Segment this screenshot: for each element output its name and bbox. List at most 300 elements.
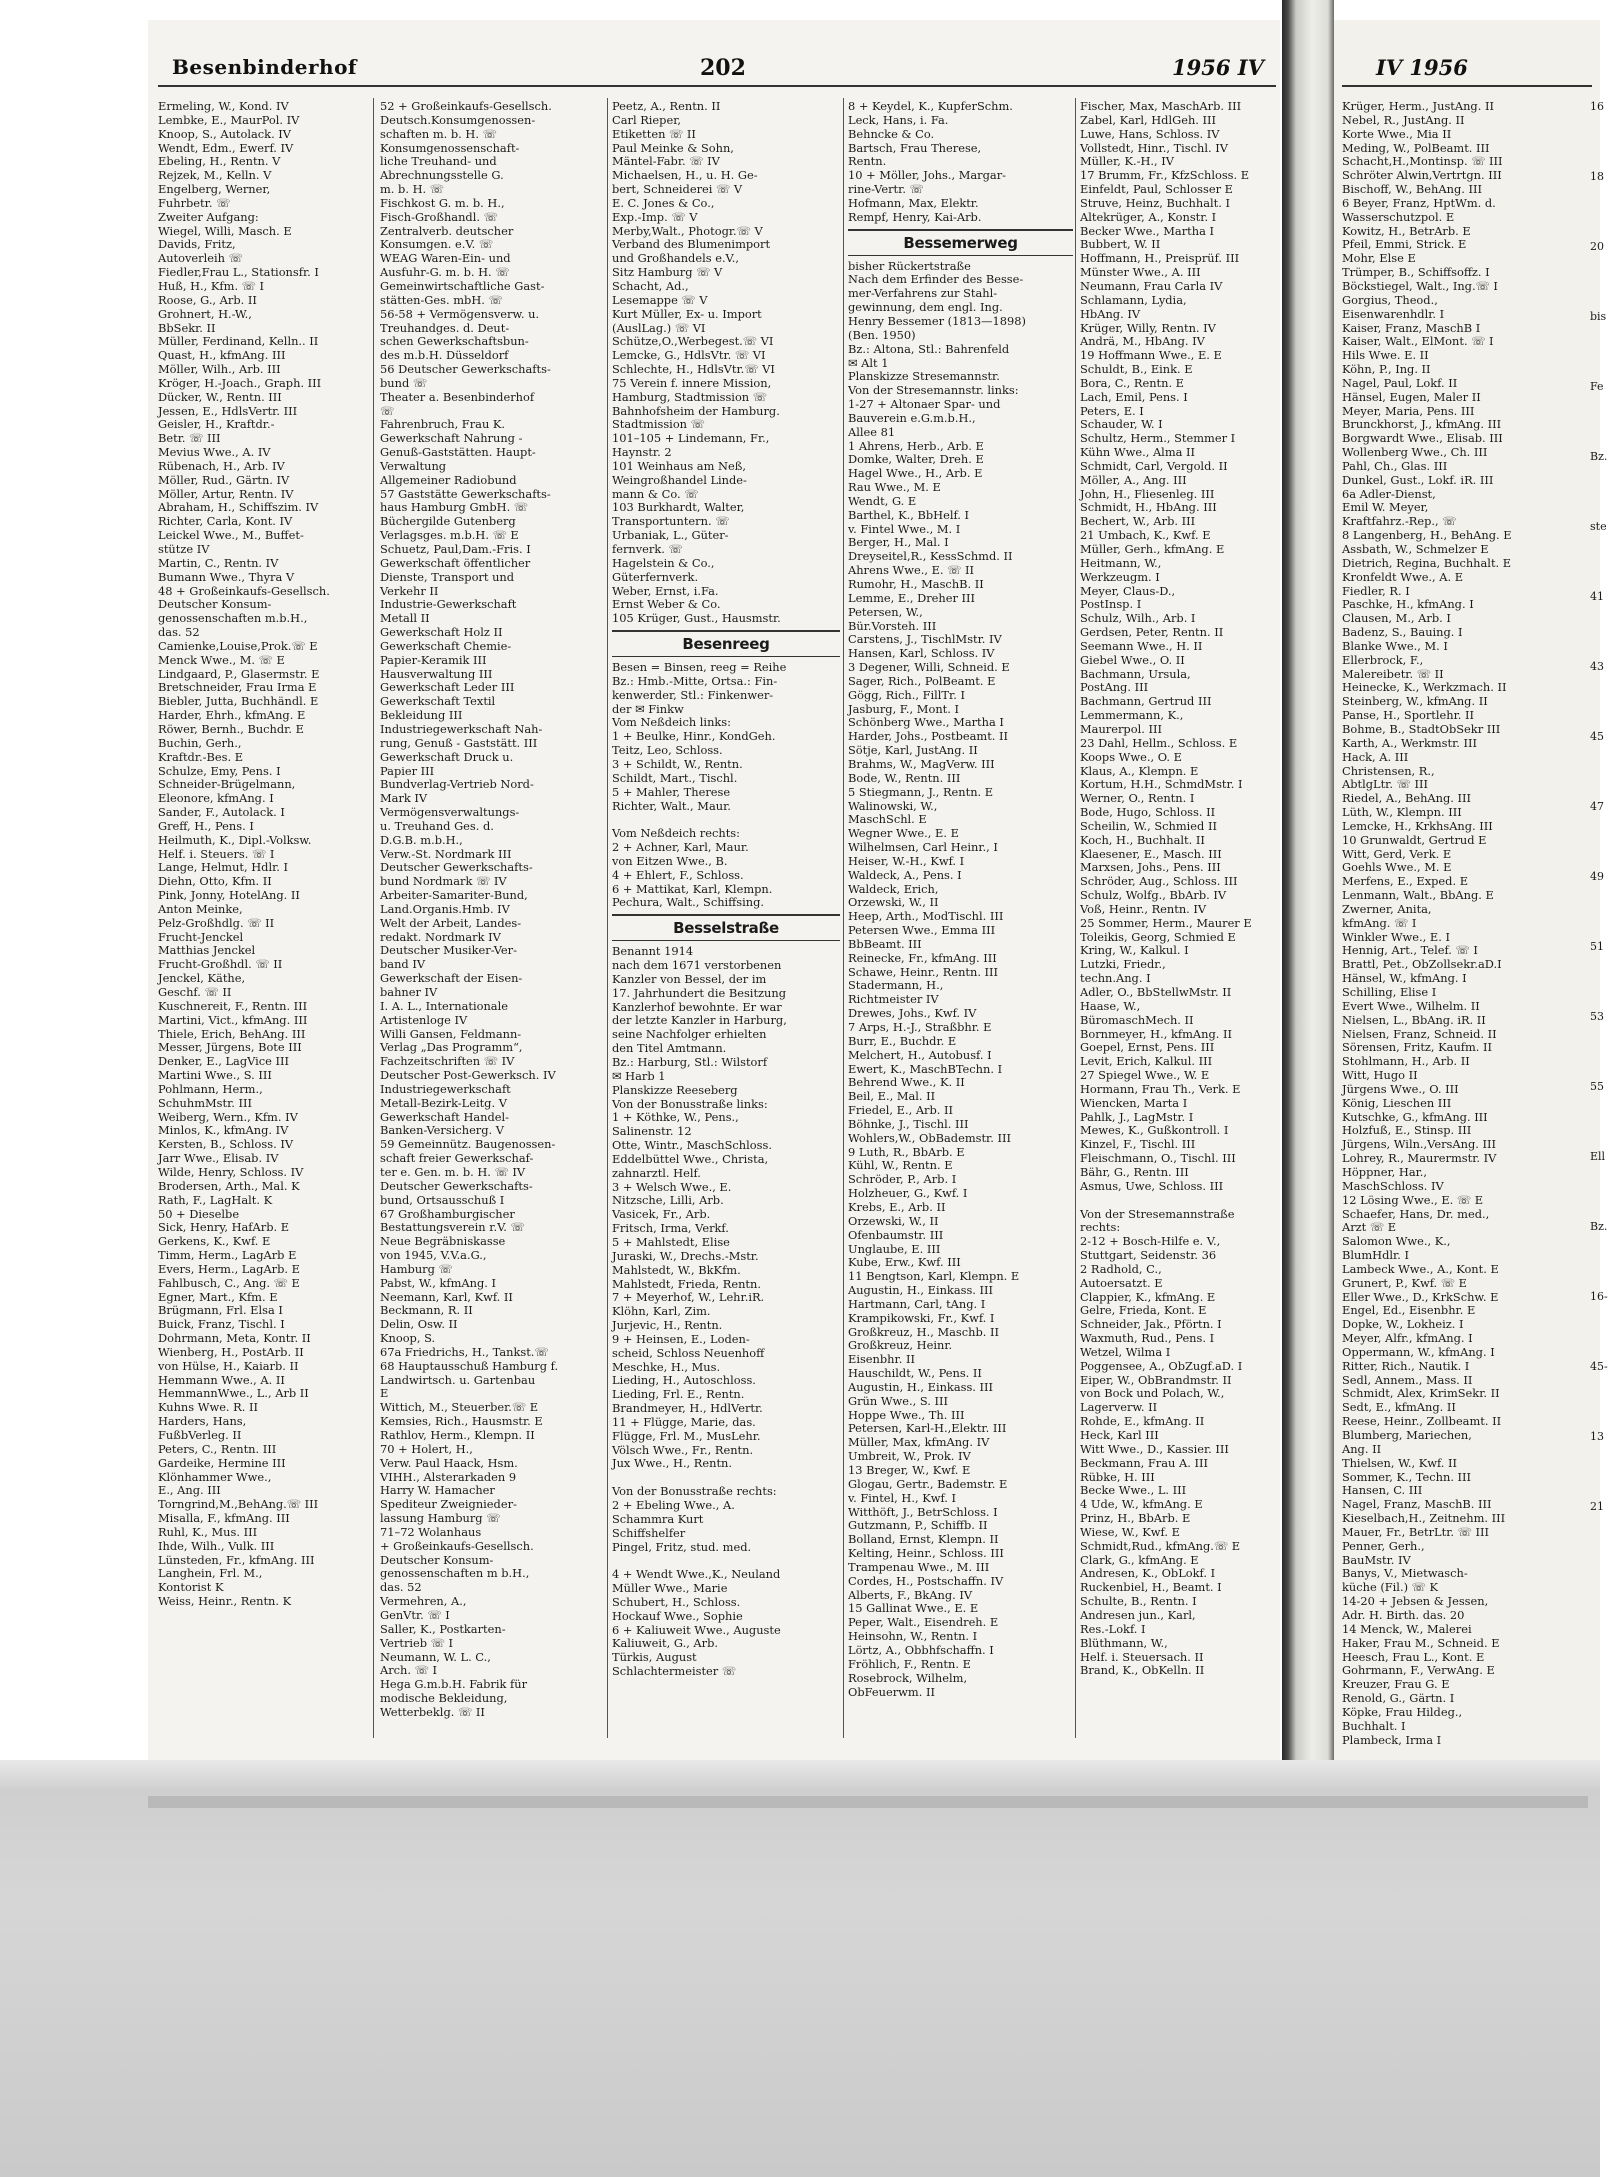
directory-entry: Andrä, M., HbAng. IV: [1080, 334, 1205, 349]
directory-entry: Sander, F., Autolack. I: [158, 805, 285, 820]
directory-entry: Kronfeldt Wwe., A. E: [1342, 569, 1464, 584]
directory-entry: Meding, W., PolBeamt. III: [1342, 140, 1490, 155]
directory-entry: Schlechte, H., HdlsVtr.☏ VI: [612, 362, 775, 377]
directory-entry: Salinenstr. 12: [612, 1124, 692, 1139]
directory-entry: SchuhmMstr. III: [158, 1095, 253, 1110]
directory-entry: Cordes, H., Postschaffn. IV: [848, 1573, 1004, 1588]
directory-entry: Rathlov, Herm., Klempn. II: [380, 1428, 535, 1442]
directory-entry: 56-58 + Vermögensverw. u.: [380, 306, 540, 321]
directory-entry: VIHH., Alsterarkaden 9: [380, 1469, 517, 1484]
directory-entry: Fuhrbetr. ☏: [158, 195, 231, 210]
directory-entry: Verlagsges. m.b.H. ☏ E: [380, 528, 519, 543]
directory-entry: Autoersatzt. E: [1080, 1275, 1163, 1290]
directory-entry: Vom Neßdeich links:: [612, 715, 731, 730]
directory-entry: Verw. Paul Haack, Hsm.: [380, 1455, 518, 1470]
directory-entry: Industrie-Gewerkschaft: [380, 597, 517, 612]
directory-entry: Bachmann, Gertrud III: [1080, 694, 1212, 709]
directory-entry: fernverk. ☏: [612, 542, 683, 556]
directory-entry: Treuhandges. d. Deut-: [380, 320, 510, 335]
directory-entry: Lieding, Frl. E., Rentn.: [612, 1387, 745, 1402]
directory-entry: Buchhalt. I: [1342, 1718, 1406, 1733]
directory-entry: Nagel, Franz, MaschB. III: [1342, 1497, 1492, 1512]
directory-entry: Schulz, Wolfg., BbArb. IV: [1080, 888, 1227, 903]
directory-entry: Benannt 1914: [612, 944, 694, 959]
directory-entry: Hansen, Karl, Schloss. IV: [848, 646, 995, 661]
directory-entry: Thielsen, W., Kwf. II: [1342, 1455, 1458, 1470]
directory-entry: Pechura, Walt., Schiffsing.: [612, 895, 765, 910]
directory-entry: D.G.B. m.b.H.,: [380, 832, 463, 847]
directory-entry: Vasicek, Fr., Arb.: [612, 1207, 711, 1222]
directory-entry: Wiese, W., Kwf. E: [1080, 1524, 1180, 1539]
directory-entry: König, Lieschen III: [1342, 1095, 1452, 1110]
directory-entry: Mauer, Fr., BetrLtr. ☏ III: [1342, 1524, 1489, 1539]
directory-entry: das. 52: [380, 1580, 422, 1595]
directory-entry: 6 Beyer, Franz, HptWm. d.: [1342, 195, 1496, 210]
directory-entry: 103 Burkhardt, Walter,: [612, 500, 745, 515]
directory-entry: Weiss, Heinr., Rentn. K: [158, 1594, 292, 1609]
directory-entry: Höppner, Har.,: [1342, 1164, 1428, 1179]
directory-entry: GenVtr. ☏ I: [380, 1607, 450, 1622]
directory-entry: mann & Co. ☏: [612, 486, 699, 501]
directory-entry: Nielsen, Franz, Schneid. II: [1342, 1026, 1497, 1041]
directory-entry: Oppermann, W., kfmAng. I: [1342, 1344, 1495, 1359]
directory-entry: Kutschke, G., kfmAng. III: [1342, 1109, 1488, 1124]
directory-entry: Pohlmann, Herm.,: [158, 1081, 263, 1096]
directory-entry: Brahms, W., MagVerw. III: [848, 756, 995, 771]
directory-entry: FußbVerleg. II: [158, 1428, 242, 1442]
directory-entry: Heiser, W.-H., Kwf. I: [848, 853, 965, 868]
directory-entry: Gögg, Rich., FillTr. I: [848, 687, 965, 702]
directory-entry: Witt, Hugo II: [1342, 1068, 1418, 1083]
column-divider: [843, 98, 844, 1738]
directory-entry: Lenmann, Walt., BbAng. E: [1342, 888, 1494, 903]
directory-entry: Mewes, K., Gußkontroll. I: [1080, 1123, 1229, 1138]
directory-entry: Witt Wwe., D., Kassier. III: [1080, 1441, 1229, 1456]
directory-entry: Gewerkschaft Holz II: [380, 625, 503, 640]
directory-entry: Gemeinwirtschaftliche Gast-: [380, 278, 545, 293]
directory-entry: Asmus, Uwe, Schloss. III: [1080, 1178, 1224, 1193]
directory-entry: Walinowski, W.,: [848, 798, 938, 813]
directory-entry: Hansen, C. III: [1342, 1483, 1423, 1498]
directory-entry: Paschke, H., kfmAng. I: [1342, 597, 1474, 612]
directory-entry: Nach dem Erfinder des Besse-: [848, 272, 1024, 287]
directory-entry: 7 Arps, H.-J., Straßbhr. E: [848, 1020, 992, 1034]
directory-entry: Bohme, B., StadtObSekr III: [1342, 721, 1501, 736]
directory-entry: Mark IV: [380, 791, 428, 806]
directory-entry: Werkzeugm. I: [1080, 569, 1160, 584]
directory-entry: Gerdsen, Peter, Rentn. II: [1080, 625, 1224, 640]
directory-entry: Sörensen, Fritz, Kaufm. II: [1342, 1040, 1493, 1055]
directory-entry: 4 + Wendt Wwe.,K., Neuland: [612, 1567, 781, 1582]
directory-entry: Völsch Wwe., Fr., Rentn.: [612, 1442, 754, 1457]
directory-entry: Papier-Keramik III: [380, 652, 487, 667]
directory-entry: 1 + Beulke, Hinr., KondGeh.: [612, 729, 776, 744]
directory-entry: Gorgius, Theod.,: [1342, 292, 1438, 307]
directory-entry: Egner, Mart., Kfm. E: [158, 1289, 278, 1304]
directory-entry: Kowitz, H., BetrArb. E: [1342, 223, 1471, 238]
page-number: 202: [700, 55, 746, 81]
directory-entry: Petersen, W.,: [848, 604, 923, 619]
directory-entry: Greff, H., Pens. I: [158, 818, 254, 833]
directory-entry: Sedt, E., kfmAng. II: [1342, 1400, 1456, 1415]
directory-entry: Bz.: Harburg, Stl.: Wilstorf: [612, 1055, 768, 1069]
directory-entry: Jessen, E., HdlsVertr. III: [158, 403, 298, 418]
directory-entry: Kröger, H.-Joach., Graph. III: [158, 375, 322, 390]
directory-entry: Ang. II: [1342, 1441, 1382, 1456]
directory-entry: Lemmermann, K.,: [1080, 708, 1184, 723]
directory-entry: Schammra Kurt: [612, 1511, 704, 1526]
directory-entry: Flügge, Frl. M., MusLehr.: [612, 1428, 761, 1443]
directory-entry: Wiencken, Marta I: [1080, 1095, 1188, 1110]
directory-entry: Saller, K., Postkarten-: [380, 1621, 506, 1636]
directory-entry: Jarr Wwe., Elisab. IV: [158, 1151, 279, 1166]
directory-entry: Lemme, E., Dreher III: [848, 590, 976, 605]
directory-entry: Werner, O., Rentn. I: [1080, 791, 1195, 806]
directory-entry: Bubbert, W. II: [1080, 237, 1161, 252]
directory-entry: Neue Begräbniskasse: [380, 1234, 506, 1249]
directory-entry: Landwirtsch. u. Gartenbau: [380, 1372, 536, 1387]
directory-entry: Kaiser, Franz, MaschB I: [1342, 320, 1481, 335]
directory-entry: Harders, Hans,: [158, 1414, 247, 1429]
directory-entry: Schneider-Brügelmann,: [158, 777, 296, 792]
directory-entry: lassung Hamburg ☏: [380, 1511, 501, 1526]
directory-entry: Genuß-Gaststätten. Haupt-: [380, 445, 536, 460]
directory-entry: Knoop, S., Autolack. IV: [158, 126, 292, 141]
directory-entry: Vertrieb ☏ I: [380, 1635, 454, 1650]
directory-entry: Drewes, Johs., Kwf. IV: [848, 1006, 977, 1021]
directory-entry: Müller, Max, kfmAng. IV: [848, 1435, 990, 1450]
street-heading: Besenreeg: [612, 630, 840, 657]
directory-entry: Huß, H., Kfm. ☏ I: [158, 278, 265, 293]
directory-entry: Altekrüger, A., Konstr. I: [1080, 209, 1217, 224]
edge-fragment: 21: [1590, 1500, 1604, 1513]
directory-entry: Denker, E., LagVice III: [158, 1054, 290, 1069]
directory-entry: Einfeldt, Paul, Schlosser E: [1080, 182, 1234, 197]
directory-entry: Meyer, Maria, Pens. III: [1342, 403, 1475, 418]
directory-entry: Trampenau Wwe., M. III: [848, 1559, 990, 1574]
directory-entry: Timm, Herm., LagArb E: [158, 1248, 297, 1263]
directory-entry: Hamburg ☏: [380, 1261, 453, 1276]
directory-entry: Scheilin, W., Schmied II: [1080, 818, 1217, 833]
directory-entry: Schulte, B., Rentn. I: [1080, 1594, 1197, 1609]
directory-entry: Münster Wwe., A. III: [1080, 265, 1201, 280]
directory-entry: Messer, Jürgens, Bote III: [158, 1040, 302, 1055]
edge-fragment: Bz.: [1590, 1220, 1608, 1233]
directory-column-3: [612, 100, 840, 1740]
directory-entry: Kuschnereit, F., Rentn. III: [158, 998, 308, 1013]
directory-entry: des m.b.H. Düsseldorf: [380, 348, 509, 363]
directory-entry: Harder, Ehrh., kfmAng. E: [158, 708, 306, 723]
directory-entry: Krüger, Herm., JustAng. II: [1342, 99, 1494, 113]
directory-entry: Pabst, W., kfmAng. I: [380, 1275, 496, 1290]
directory-entry: Prinz, H., BbArb. E: [1080, 1511, 1191, 1526]
directory-entry: Schneider, Jak., Pförtn. I: [1080, 1317, 1222, 1332]
directory-entry: Türkis, August: [612, 1650, 697, 1665]
directory-entry: Brügmann, Frl. Elsa I: [158, 1303, 283, 1318]
directory-entry: Fisch-Großhandl. ☏: [380, 209, 498, 224]
directory-entry: 9 + Heinsen, E., Loden-: [612, 1331, 750, 1346]
directory-entry: Gewerkschaft Druck u.: [380, 749, 514, 764]
directory-entry: Leickel Wwe., M., Buffet-: [158, 528, 304, 543]
directory-entry: Hagelstein & Co.,: [612, 555, 715, 570]
directory-entry: Müller, Gerh., kfmAng. E: [1080, 542, 1225, 556]
directory-entry: Beckmann, Frau A. III: [1080, 1455, 1208, 1470]
directory-entry: HemmannWwe., L., Arb II: [158, 1386, 309, 1401]
directory-entry: [612, 1471, 840, 1485]
directory-entry: Sötje, Karl, JustAng. II: [848, 743, 978, 758]
directory-entry: Müller, K.-H., IV: [1080, 154, 1174, 169]
directory-entry: Behncke & Co.: [848, 126, 935, 141]
directory-entry: Augustin, H., Einkass. III: [848, 1379, 994, 1394]
directory-entry: Bauverein e.G.m.b.H.,: [848, 410, 976, 425]
directory-entry: Schultz, Herm., Stemmer I: [1080, 431, 1236, 446]
directory-entry: Von der Stresemannstraße: [1080, 1206, 1235, 1221]
directory-entry: Klaus, A., Klempn. E: [1080, 763, 1199, 778]
directory-entry: Buchin, Gerh.,: [158, 735, 242, 750]
directory-entry: Mäntel-Fabr. ☏ IV: [612, 154, 720, 169]
running-header-year-left: 1956 IV: [1172, 55, 1264, 80]
directory-entry: Wienberg, H., PostArb. II: [158, 1344, 304, 1359]
directory-entry: Ewert, K., MaschBTechn. I: [848, 1061, 1003, 1076]
directory-entry: Christensen, R.,: [1342, 763, 1435, 778]
directory-entry: Schulz, Wilh., Arb. I: [1080, 611, 1196, 626]
directory-entry: 7 + Meyerhof, W., Lehr.iR.: [612, 1290, 765, 1305]
directory-entry: 52 + Großeinkaufs-Gesellsch.: [380, 99, 552, 113]
directory-column-4: [848, 100, 1073, 1740]
directory-entry: Stadermann, H.,: [848, 978, 944, 993]
directory-entry: bund ☏: [380, 375, 428, 390]
directory-entry: Vollstedt, Hinr., Tischl. IV: [1080, 140, 1228, 155]
directory-entry: Möller, Artur, Rentn. IV: [158, 486, 294, 501]
directory-entry: Hoppe Wwe., Th. III: [848, 1407, 965, 1422]
directory-entry: Bestattungsverein r.V. ☏: [380, 1220, 525, 1235]
directory-entry: Bode, Hugo, Schloss. II: [1080, 805, 1216, 820]
directory-entry: Bornmeyer, H., kfmAng. II: [1080, 1026, 1232, 1041]
scan-bottom-band: [0, 1760, 1600, 2177]
directory-entry: Gerkens, K., Kwf. E: [158, 1234, 271, 1249]
directory-entry: Grohnert, H.-W.,: [158, 306, 252, 321]
directory-entry: Rau Wwe., M. E: [848, 480, 941, 495]
directory-entry: Leck, Hans, i. Fa.: [848, 112, 949, 127]
directory-entry: Schröter Alwin,Vertrtgn. III: [1342, 168, 1502, 183]
directory-entry: Lach, Emil, Pens. I: [1080, 389, 1188, 404]
directory-entry: Ruckenbiel, H., Beamt. I: [1080, 1580, 1222, 1595]
directory-entry: Deutscher Musiker-Ver-: [380, 943, 517, 958]
directory-entry: 2 + Ebeling Wwe., A.: [612, 1498, 735, 1512]
directory-entry: Grunert, P., Kwf. ☏ E: [1342, 1275, 1467, 1290]
directory-entry: Müller, Ferdinand, Kelln.. II: [158, 334, 319, 349]
directory-entry: 75 Verein f. innere Mission,: [612, 375, 772, 390]
directory-entry: 48 + Großeinkaufs-Gesellsch.: [158, 583, 330, 598]
directory-entry: Kaliuweit, G., Arb.: [612, 1636, 719, 1651]
directory-entry: Alberts, F., BkAng. IV: [848, 1587, 973, 1602]
directory-entry: 57 Gaststätte Gewerkschafts-: [380, 486, 551, 501]
directory-entry: Lange, Helmut, Hdlr. I: [158, 860, 289, 875]
directory-entry: Jürgens, Wiln.,VersAng. III: [1342, 1137, 1496, 1152]
directory-entry: Lesemappe ☏ V: [612, 292, 708, 307]
directory-entry: Hack, A. III: [1342, 749, 1409, 764]
directory-entry: Bumann Wwe., Thyra V: [158, 569, 295, 584]
directory-entry: Martin, C., Rentn. IV: [158, 555, 279, 570]
directory-entry: Bischoff, W., BehAng. III: [1342, 182, 1482, 197]
directory-entry: schaften m. b. H. ☏: [380, 126, 497, 141]
directory-entry: Davids, Fritz,: [158, 237, 236, 252]
directory-entry: Toleikis, Georg, Schmied E: [1080, 929, 1236, 944]
directory-entry: Burr, E., Buchdr. E: [848, 1033, 957, 1048]
directory-entry: ☏: [380, 403, 395, 418]
directory-entry: [1080, 1194, 1280, 1208]
directory-entry: Heesch, Frau L., Kont. E: [1342, 1649, 1485, 1664]
directory-entry: Clappier, K., kfmAng. E: [1080, 1289, 1216, 1304]
directory-entry: 25 Sommer, Herm., Maurer E: [1080, 915, 1252, 930]
directory-entry: Kreuzer, Frau G. E: [1342, 1677, 1450, 1692]
directory-entry: 5 Stiegmann, J., Rentn. E: [848, 784, 994, 799]
directory-entry: Schawe, Heinr., Rentn. III: [848, 964, 999, 979]
directory-entry: Heilmuth, K., Dipl.-Volksw.: [158, 832, 312, 847]
directory-entry: 23 Dahl, Hellm., Schloss. E: [1080, 735, 1238, 750]
directory-entry: Kanzlerhof bewohnte. Er war: [612, 999, 782, 1014]
directory-entry: Ruhl, K., Mus. III: [158, 1524, 258, 1539]
directory-entry: Klaesener, E., Masch. III: [1080, 846, 1222, 861]
directory-entry: Kuhns Wwe. R. II: [158, 1400, 258, 1415]
directory-entry: Schmidt, Alex, KrimSekr. II: [1342, 1386, 1500, 1401]
directory-entry: Stuttgart, Seidenstr. 36: [1080, 1248, 1217, 1263]
directory-entry: Lagerverw. II: [1080, 1400, 1158, 1415]
directory-entry: 3 + Schildt, W., Rentn.: [612, 756, 743, 771]
directory-entry: Fahrenbruch, Frau K.: [380, 417, 506, 432]
directory-entry: Orzewski, W., II: [848, 895, 939, 910]
directory-entry: Verband des Blumenimport: [612, 237, 771, 252]
directory-entry: Brandmeyer, H., HdlVertr.: [612, 1401, 763, 1416]
directory-entry: Sommer, K., Techn. III: [1342, 1469, 1472, 1484]
directory-entry: Andresen, K., ObLokf. I: [1080, 1566, 1216, 1581]
directory-entry: Waxmuth, Rud., Pens. I: [1080, 1331, 1215, 1346]
directory-entry: Rübenach, H., Arb. IV: [158, 458, 285, 473]
directory-entry: Schacht,H.,Montinsp. ☏ III: [1342, 154, 1503, 169]
directory-entry: Schiffshelfer: [612, 1525, 686, 1540]
directory-entry: Schacht, Ad.,: [612, 278, 689, 293]
directory-entry: Roose, G., Arb. II: [158, 292, 257, 307]
directory-entry: Bähr, G., Rentn. III: [1080, 1164, 1189, 1179]
directory-entry: Richter, Walt., Maur.: [612, 798, 731, 813]
directory-entry: Merby,Walt., Photogr.☏ V: [612, 223, 763, 238]
directory-entry: Köpke, Frau Hildeg.,: [1342, 1704, 1463, 1719]
directory-entry: Reese, Heinr., Zollbeamt. II: [1342, 1414, 1502, 1429]
directory-entry: 10 + Möller, Johs., Margar-: [848, 168, 1007, 183]
directory-entry: Kinzel, F., Tischl. III: [1080, 1137, 1196, 1152]
directory-entry: Schaefer, Hans, Dr. med.,: [1342, 1206, 1490, 1221]
directory-entry: Beil, E., Mal. II: [848, 1089, 936, 1104]
directory-entry: E. C. Jones & Co.,: [612, 195, 715, 210]
directory-entry: Gewerkschaft Chemie-: [380, 638, 512, 653]
directory-entry: Kaiser, Walt., ElMont. ☏ I: [1342, 334, 1494, 349]
directory-entry: Röwer, Bernh., Buchdr. E: [158, 721, 304, 736]
directory-entry: Hoffmann, H., Preisprüf. III: [1080, 251, 1240, 266]
directory-entry: 56 Deutscher Gewerkschafts-: [380, 362, 551, 377]
directory-entry: Neumann, W. L. C.,: [380, 1649, 491, 1664]
running-header-street: Besenbinderhof: [172, 55, 358, 79]
directory-entry: Lemcke, H., KrkhsAng. III: [1342, 818, 1493, 833]
directory-entry: Engelberg, Werner,: [158, 182, 271, 197]
directory-entry: Kersten, B., Schloss. IV: [158, 1137, 294, 1152]
directory-entry: Exp.-Imp. ☏ V: [612, 209, 698, 224]
directory-entry: + Großeinkaufs-Gesellsch.: [380, 1538, 534, 1553]
directory-entry: genossenschaften m b.H.,: [380, 1566, 530, 1581]
edge-fragment: 55: [1590, 1080, 1604, 1093]
directory-entry: 17. Jahrhundert die Besitzung: [612, 985, 786, 1000]
edge-fragment: bis: [1590, 310, 1607, 323]
directory-entry: 27 Spiegel Wwe., W. E: [1080, 1068, 1210, 1083]
directory-entry: Bechert, W., Arb. III: [1080, 514, 1196, 529]
directory-entry: seine Nachfolger erhielten: [612, 1027, 767, 1042]
directory-entry: Voß, Heinr., Rentn. IV: [1080, 901, 1207, 916]
directory-entry: Geschf. ☏ II: [158, 985, 232, 999]
directory-entry: Quast, H., kfmAng. III: [158, 348, 286, 363]
directory-entry: Wetterbeklg. ☏ II: [380, 1704, 485, 1719]
directory-entry: 8 Langenberg, H., BehAng. E: [1342, 528, 1512, 543]
directory-entry: Böckstiegel, Walt., Ing.☏ I: [1342, 278, 1498, 293]
directory-entry: Verwaltung: [380, 458, 447, 473]
directory-entry: Peetz, A., Rentn. II: [612, 99, 721, 113]
directory-entry: Behrend Wwe., K. II: [848, 1075, 965, 1090]
directory-entry: Schilling, Elise I: [1342, 985, 1437, 999]
directory-entry: Hänsel, W., kfmAng. I: [1342, 971, 1467, 986]
directory-entry: Fiedler,Frau L., Stationsfr. I: [158, 265, 319, 280]
directory-entry: Jasburg, F., Mont. I: [848, 701, 959, 716]
directory-entry: Allee 81: [848, 424, 896, 439]
directory-entry: Helf. i. Steuers. ☏ I: [158, 846, 275, 861]
directory-entry: Pfeil, Emmi, Strick. E: [1342, 237, 1467, 252]
directory-entry: bund, Ortsausschuß I: [380, 1192, 505, 1207]
directory-entry: Gelre, Frieda, Kont. E: [1080, 1303, 1207, 1318]
directory-entry: Riedel, A., BehAng. III: [1342, 791, 1472, 806]
directory-entry: Emil W. Meyer,: [1342, 500, 1429, 515]
directory-entry: Industriegewerkschaft Nah-: [380, 721, 543, 736]
edge-fragment: 18: [1590, 170, 1604, 183]
directory-entry: Besen = Binsen, reeg = Reihe: [612, 660, 787, 675]
directory-entry: Kühn Wwe., Alma II: [1080, 445, 1196, 460]
directory-entry: Heinsohn, W., Rentn. I: [848, 1629, 978, 1644]
directory-entry: Verkehr II: [380, 583, 439, 598]
directory-entry: Henry Bessemer (1813—1898): [848, 313, 1026, 328]
directory-entry: Harry W. Hamacher: [380, 1483, 495, 1498]
directory-entry: Schmidt, H., HbAng. III: [1080, 500, 1217, 515]
directory-entry: Hausverwaltung III: [380, 666, 493, 681]
directory-entry: Gewerkschaft Leder III: [380, 680, 515, 695]
directory-entry: [612, 1554, 840, 1568]
directory-entry: Sedl, Annem., Mass. II: [1342, 1372, 1473, 1387]
directory-entry: Buick, Franz, Tischl. I: [158, 1317, 285, 1332]
directory-entry: Nebel, R., JustAng. II: [1342, 112, 1465, 127]
directory-entry: Martini Wwe., S. III: [158, 1068, 272, 1083]
directory-entry: band IV: [380, 957, 426, 972]
directory-entry: Seemann Wwe., H. II: [1080, 638, 1203, 653]
directory-entry: AbtlgLtr. ☏ III: [1342, 777, 1428, 792]
directory-entry: Koops Wwe., O. E: [1080, 749, 1182, 764]
directory-entry: Steinberg, W., kfmAng. II: [1342, 694, 1488, 709]
directory-entry: Schröder, Aug., Schloss. III: [1080, 874, 1238, 889]
directory-entry: Banys, V., Mietwasch-: [1342, 1566, 1468, 1581]
directory-entry: Juraski, W., Drechs.-Mstr.: [612, 1248, 759, 1263]
directory-entry: Korte Wwe., Mia II: [1342, 126, 1452, 141]
directory-entry: Eisenwarenhdlr. I: [1342, 306, 1445, 321]
edge-fragment: 49: [1590, 870, 1604, 883]
directory-entry: Giebel Wwe., O. II: [1080, 652, 1185, 667]
directory-entry: 68 Hauptausschuß Hamburg f.: [380, 1358, 559, 1373]
directory-entry: Witt, Gerd, Verk. E: [1342, 846, 1452, 861]
directory-entry: Evers, Herm., LagArb. E: [158, 1261, 300, 1276]
directory-entry: der ✉ Finkw: [612, 701, 684, 716]
